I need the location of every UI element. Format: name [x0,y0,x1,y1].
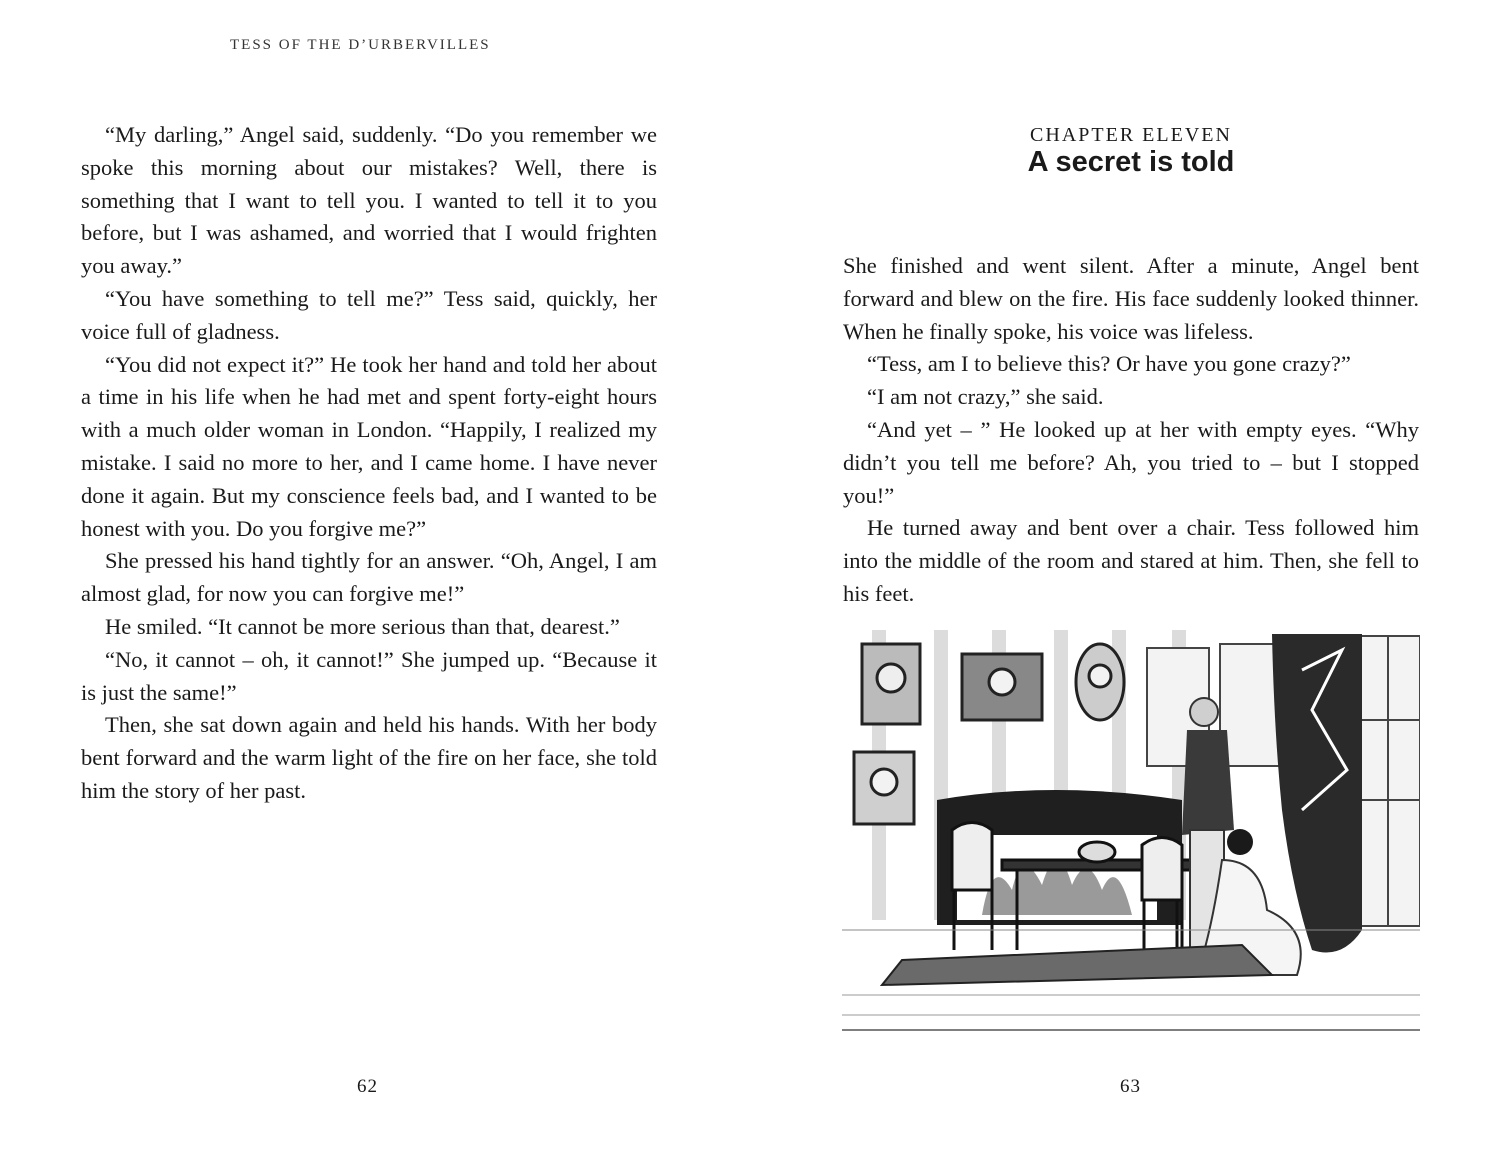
paragraph: “Tess, am I to believe this? Or have you gone crazy?” [867,351,1351,377]
chapter-title: A secret is told [1027,146,1235,178]
paragraph: “My darling,” Angel said, suddenly. “Do you remember we spoke this morning about our mistakes? Well, there is something that I want to tell you. I wanted to tell it to you before, but I was ashamed, and worried that I would frighten you away.” [81,122,657,279]
paragraph: “No, it cannot – oh, it cannot!” She jumped up. “Because it is just the same!” [81,646,657,705]
paragraph: Then, she sat down again and held his hands. With her body bent forward and the warm light of the fire on her face, she told him the story of her past. [81,712,657,803]
paragraph: “You did not expect it?” He took her hand and told her about a time in his life when he had met and spent forty-eight hours with a much older woman in London. “Happily, I realized my mistake. I said no more to her, and I came home. I have never done it again. But my conscience feels bad, and I wanted to be honest with you. Do you forgive me?” [81,351,657,541]
paragraph: “I am not crazy,” she said. [867,384,1104,410]
right-page [750,0,1500,1151]
chapter-label: CHAPTER ELEVEN [1030,124,1232,146]
paragraph: “You have something to tell me?” Tess said, quickly, her voice full of gladness. [81,285,657,344]
page-number: 63 [1120,1076,1141,1097]
page-number: 62 [357,1076,378,1097]
chapter-illustration [842,630,1420,1034]
paragraph: He smiled. “It cannot be more serious than that, dearest.” [105,613,620,639]
running-head: TESS OF THE D’URBERVILLES [230,37,491,53]
paragraph: She pressed his hand tightly for an answer. “Oh, Angel, I am almost glad, for now you can forgive me!” [81,548,657,607]
paragraph: He turned away and bent over a chair. Tess followed him into the middle of the room and stared at him. Then, she fell to his feet. [843,515,1419,606]
paragraph: “And yet – ” He looked up at her with empty eyes. “Why didn’t you tell me before? Ah, you tried to – but I stopped you!” [843,416,1419,508]
body-text [81,119,657,808]
paragraph: She finished and went silent. After a minute, Angel bent forward and blew on the fire. His face suddenly looked thinner. When he finally spoke, his voice was lifeless. [843,253,1419,344]
body-text [843,250,1419,611]
